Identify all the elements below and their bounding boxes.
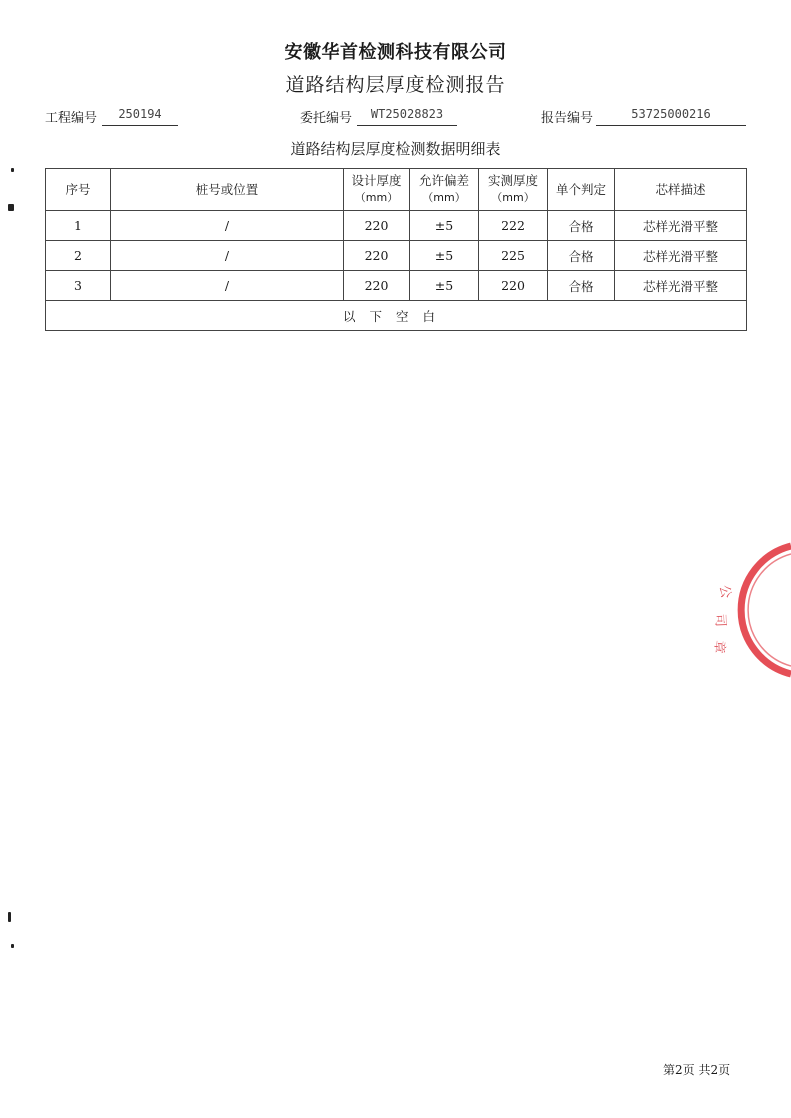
cell-design: 220 — [344, 271, 410, 301]
cell-seq: 2 — [46, 241, 111, 271]
header-seq: 序号 — [46, 169, 111, 211]
cell-seq: 3 — [46, 271, 111, 301]
header-tolerance-unit: （mm） — [422, 191, 466, 204]
cell-judgement: 合格 — [548, 211, 615, 241]
report-title: 道路结构层厚度检测报告 — [285, 74, 506, 96]
cell-design: 220 — [344, 241, 410, 271]
thickness-data-table — [45, 168, 747, 331]
table-row — [46, 211, 747, 241]
table-row — [46, 241, 747, 271]
header-design-thickness — [344, 169, 410, 211]
scan-speck — [11, 944, 14, 948]
cell-core: 芯样光滑平整 — [615, 241, 747, 271]
cell-design: 220 — [344, 211, 410, 241]
header-tolerance — [410, 169, 479, 211]
project-number-value: 250194 — [102, 107, 178, 126]
cell-measured: 225 — [479, 241, 548, 271]
company-seal-stamp — [690, 540, 791, 680]
project-number-label: 工程编号 — [45, 111, 98, 126]
svg-text:司: 司 — [712, 613, 728, 628]
commission-number-label: 委托编号 — [300, 111, 353, 126]
header-measured-label: 实测厚度 — [487, 173, 538, 188]
cell-judgement: 合格 — [548, 271, 615, 301]
header-design-unit: （mm） — [354, 191, 399, 204]
table-title: 道路结构层厚度检测数据明细表 — [290, 140, 501, 158]
header-judgement: 单个判定 — [548, 169, 615, 211]
header-tolerance-label: 允许偏差 — [418, 173, 469, 188]
cell-measured: 222 — [479, 211, 548, 241]
header-core-description: 芯样描述 — [615, 169, 747, 211]
header-design-label: 设计厚度 — [351, 173, 402, 188]
cell-seq: 1 — [46, 211, 111, 241]
scan-speck — [8, 912, 11, 922]
cell-core: 芯样光滑平整 — [615, 211, 747, 241]
page-number: 第2页 共2页 — [663, 1063, 731, 1077]
scan-speck — [8, 204, 14, 211]
cell-position: / — [111, 211, 344, 241]
cell-position: / — [111, 241, 344, 271]
report-number-label: 报告编号 — [541, 111, 594, 126]
header-position: 桩号或位置 — [111, 169, 344, 211]
commission-number-value: WT25028823 — [357, 107, 457, 126]
cell-core: 芯样光滑平整 — [615, 271, 747, 301]
svg-text:公: 公 — [716, 584, 734, 600]
blank-note-row — [46, 301, 747, 331]
cell-measured: 220 — [479, 271, 548, 301]
scan-speck — [11, 168, 14, 172]
svg-text:章: 章 — [710, 639, 727, 655]
header-measured-thickness — [479, 169, 548, 211]
meta-row — [0, 105, 791, 127]
cell-tolerance: ±5 — [410, 271, 479, 301]
cell-tolerance: ±5 — [410, 241, 479, 271]
cell-position: / — [111, 271, 344, 301]
header-measured-unit: （mm） — [491, 191, 535, 204]
cell-judgement: 合格 — [548, 241, 615, 271]
report-number-value: 53725000216 — [596, 107, 746, 126]
cell-tolerance: ±5 — [410, 211, 479, 241]
blank-note: 以下空白 — [46, 301, 747, 331]
table-row — [46, 271, 747, 301]
table-header-row — [46, 169, 747, 211]
company-name: 安徽华首检测科技有限公司 — [284, 42, 507, 63]
